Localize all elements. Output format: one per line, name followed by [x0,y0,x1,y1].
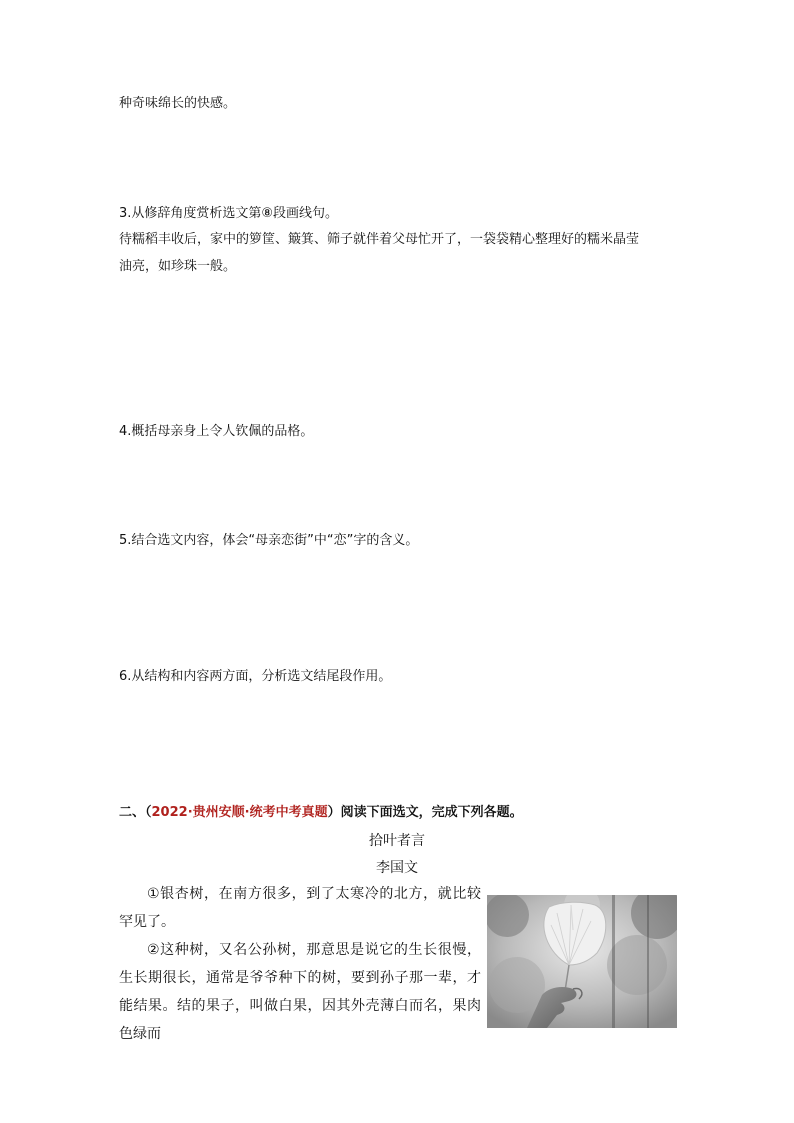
question-6: 6.从结构和内容两方面，分析选文结尾段作用。 [119,669,392,684]
section-2-heading [119,803,523,823]
article-body [119,880,481,1048]
section-2-prefix: 二、（ [119,805,152,820]
section-2-suffix: ）阅读下面选文，完成下列各题。 [327,805,523,820]
section-2-source: 2022·贵州安顺·统考中考真题 [151,805,328,820]
continuation-text: 种奇味绵长的快感。 [119,96,237,111]
question-3-quote-line-1: 待糯稻丰收后，家中的箩筐、簸箕、筛子就伴着父母忙开了，一袋袋精心整理好的糯米晶莹 [119,232,640,247]
question-4: 4.概括母亲身上令人钦佩的品格。 [119,424,314,439]
question-3-prompt: 3.从修辞角度赏析选文第⑧段画线句。 [119,206,339,221]
article-title: 拾叶者言 [369,833,425,849]
ginkgo-leaf-photo [487,895,677,1028]
question-5: 5.结合选文内容，体会“母亲恋街”中“恋”字的含义。 [119,533,419,548]
article-paragraph-2: ②这种树，又名公孙树，那意思是说它的生长很慢，生长期很长，通常是爷爷种下的树，要到孙子那一辈，才能结果。结的果子，叫做白果，因其外壳薄白而名，果肉色绿而 [119,942,481,1042]
article-author: 李国文 [376,860,418,876]
question-3-quote-line-2: 油亮，如珍珠一般。 [119,259,237,274]
article-paragraph-1: ①银杏树，在南方很多，到了太寒冷的北方，就比较罕见了。 [119,886,481,930]
